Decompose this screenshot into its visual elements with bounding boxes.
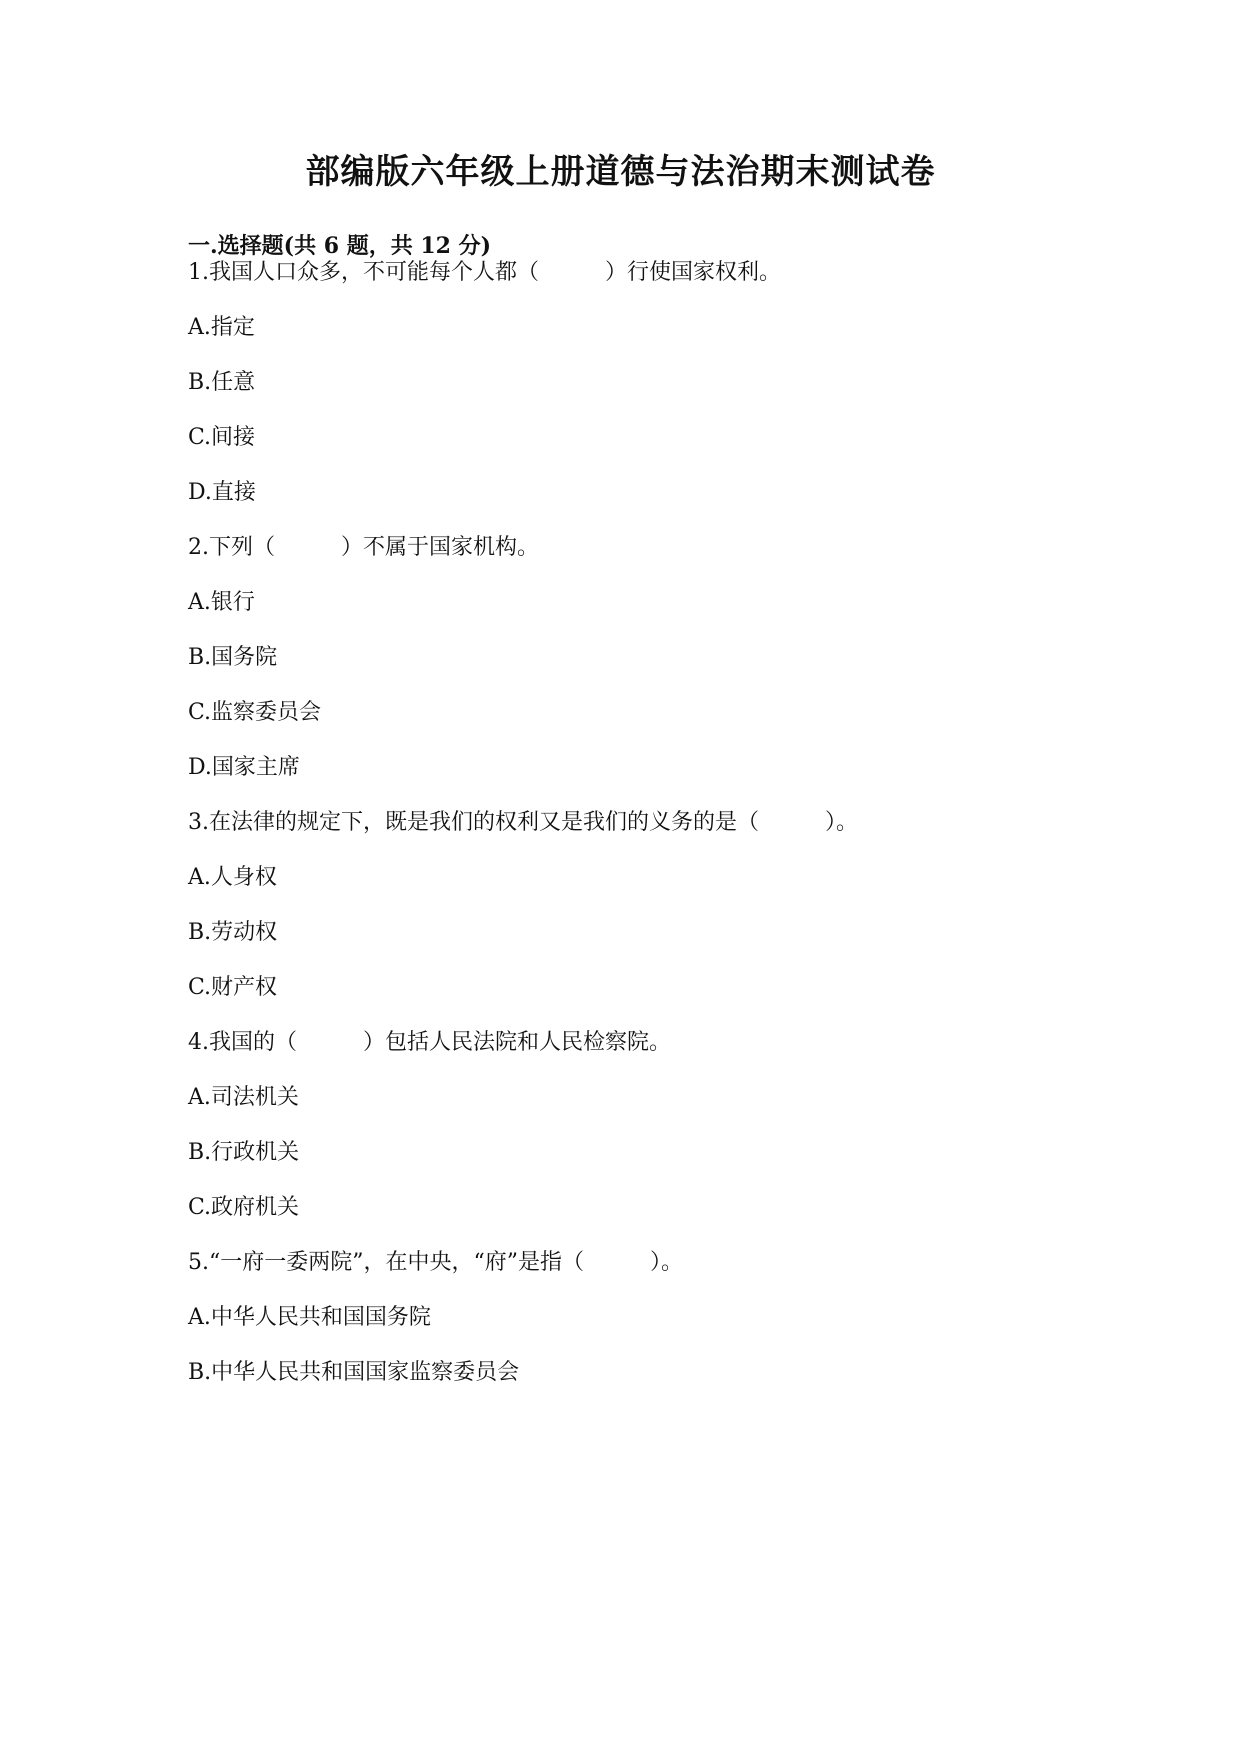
question-1-stem: 1.我国人口众多，不可能每个人都（ ）行使国家权利。 <box>188 260 781 285</box>
question-1-option-d: D.直接 <box>188 480 256 505</box>
question-1-option-b: B.任意 <box>188 370 256 395</box>
question-4-option-a: A.司法机关 <box>188 1085 299 1110</box>
question-2-stem: 2.下列（ ）不属于国家机构。 <box>188 535 539 560</box>
question-3-option-c: C.财产权 <box>188 975 278 1000</box>
question-3-option-b: B.劳动权 <box>188 920 278 945</box>
question-3-option-a: A.人身权 <box>188 865 277 890</box>
question-2-option-b: B.国务院 <box>188 645 278 670</box>
question-4-option-b: B.行政机关 <box>188 1140 300 1165</box>
question-5-option-b: B.中华人民共和国国家监察委员会 <box>188 1360 520 1385</box>
question-2-option-c: C.监察委员会 <box>188 700 322 725</box>
question-1-option-a: A.指定 <box>188 315 255 340</box>
question-1-option-c: C.间接 <box>188 425 256 450</box>
question-5-stem: 5.“一府一委两院”，在中央，“府”是指（ ）。 <box>188 1250 683 1275</box>
question-4-option-c: C.政府机关 <box>188 1195 300 1220</box>
question-2-option-a: A.银行 <box>188 590 255 615</box>
question-3-stem: 3.在法律的规定下，既是我们的权利又是我们的义务的是（ ）。 <box>188 810 858 835</box>
question-2-option-d: D.国家主席 <box>188 755 300 780</box>
page-title: 部编版六年级上册道德与法治期末测试卷 <box>305 152 936 192</box>
section-heading: 一.选择题(共 6 题，共 12 分) <box>188 233 492 259</box>
question-5-option-a: A.中华人民共和国国务院 <box>188 1305 431 1330</box>
question-4-stem: 4.我国的（ ）包括人民法院和人民检察院。 <box>188 1030 671 1055</box>
